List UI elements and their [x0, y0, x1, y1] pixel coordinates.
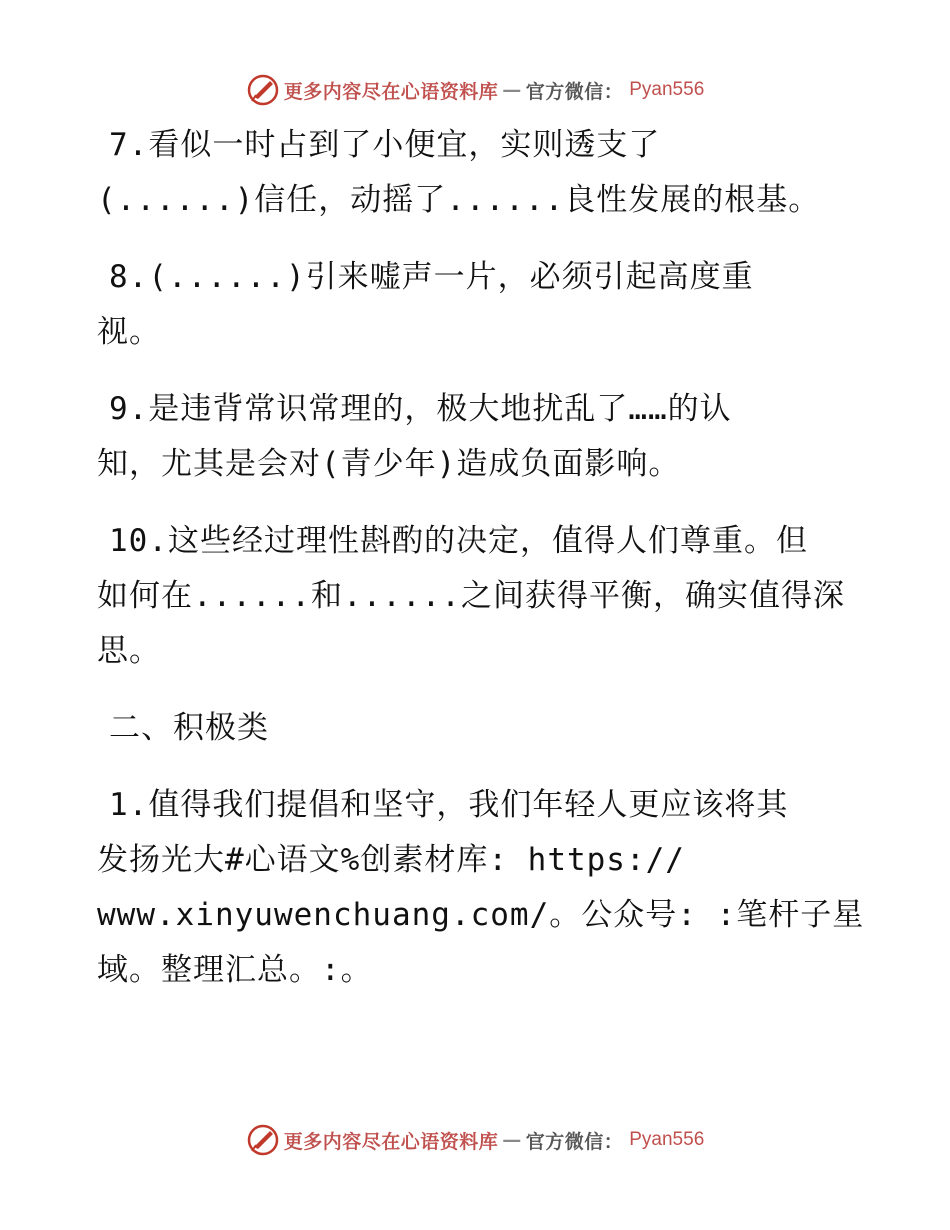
text-line: 知，尤其是会对(青少年)造成负面影响。	[97, 446, 681, 482]
text-line: 10.这些经过理性斟酌的决定，值得人们尊重。但	[109, 523, 808, 559]
header-banner	[0, 70, 950, 110]
footer-banner	[0, 1120, 950, 1160]
text-line: 发扬光大#心语文%创素材库: https://	[97, 842, 685, 878]
text-line: 域。整理汇总。:。	[97, 952, 373, 988]
text-line: 8.(......)引来嘘声一片，必须引起高度重	[109, 259, 754, 295]
banner-text: 更多内容尽在心语资料库	[283, 80, 499, 103]
text-line: 视。	[97, 314, 161, 350]
paragraph-9	[97, 382, 857, 492]
text-line: www.xinyuwenchuang.com/。公众号: :笔杆子星	[97, 897, 865, 933]
heading-text: 二、积极类	[109, 710, 269, 746]
text-line: 1.值得我们提倡和坚守，我们年轻人更应该将其	[109, 787, 789, 823]
text-line: 9.是违背常识常理的，极大地扰乱了……的认	[109, 391, 732, 427]
text-line: (......)信任，动摇了......良性发展的根基。	[97, 182, 821, 218]
quill-circle-icon	[246, 73, 280, 107]
section-heading	[97, 701, 857, 756]
banner-dash: —	[502, 79, 522, 101]
banner-account: Pyan556	[629, 1129, 705, 1150]
paragraph-10	[97, 514, 857, 679]
quill-circle-icon	[246, 1123, 280, 1157]
banner-text: 更多内容尽在心语资料库	[283, 1130, 499, 1153]
banner-dash: —	[502, 1129, 522, 1151]
banner-account: Pyan556	[629, 79, 705, 100]
banner-suffix: 官方微信：	[525, 80, 624, 103]
paragraph-7	[97, 118, 857, 228]
text-line: 7.看似一时占到了小便宜，实则透支了	[109, 127, 661, 163]
paragraph-1	[97, 778, 865, 998]
document-body	[97, 118, 865, 1020]
banner-suffix: 官方微信：	[525, 1130, 624, 1153]
paragraph-8	[97, 250, 857, 360]
text-line: 思。	[97, 633, 161, 669]
text-line: 如何在......和......之间获得平衡，确实值得深	[97, 578, 845, 614]
